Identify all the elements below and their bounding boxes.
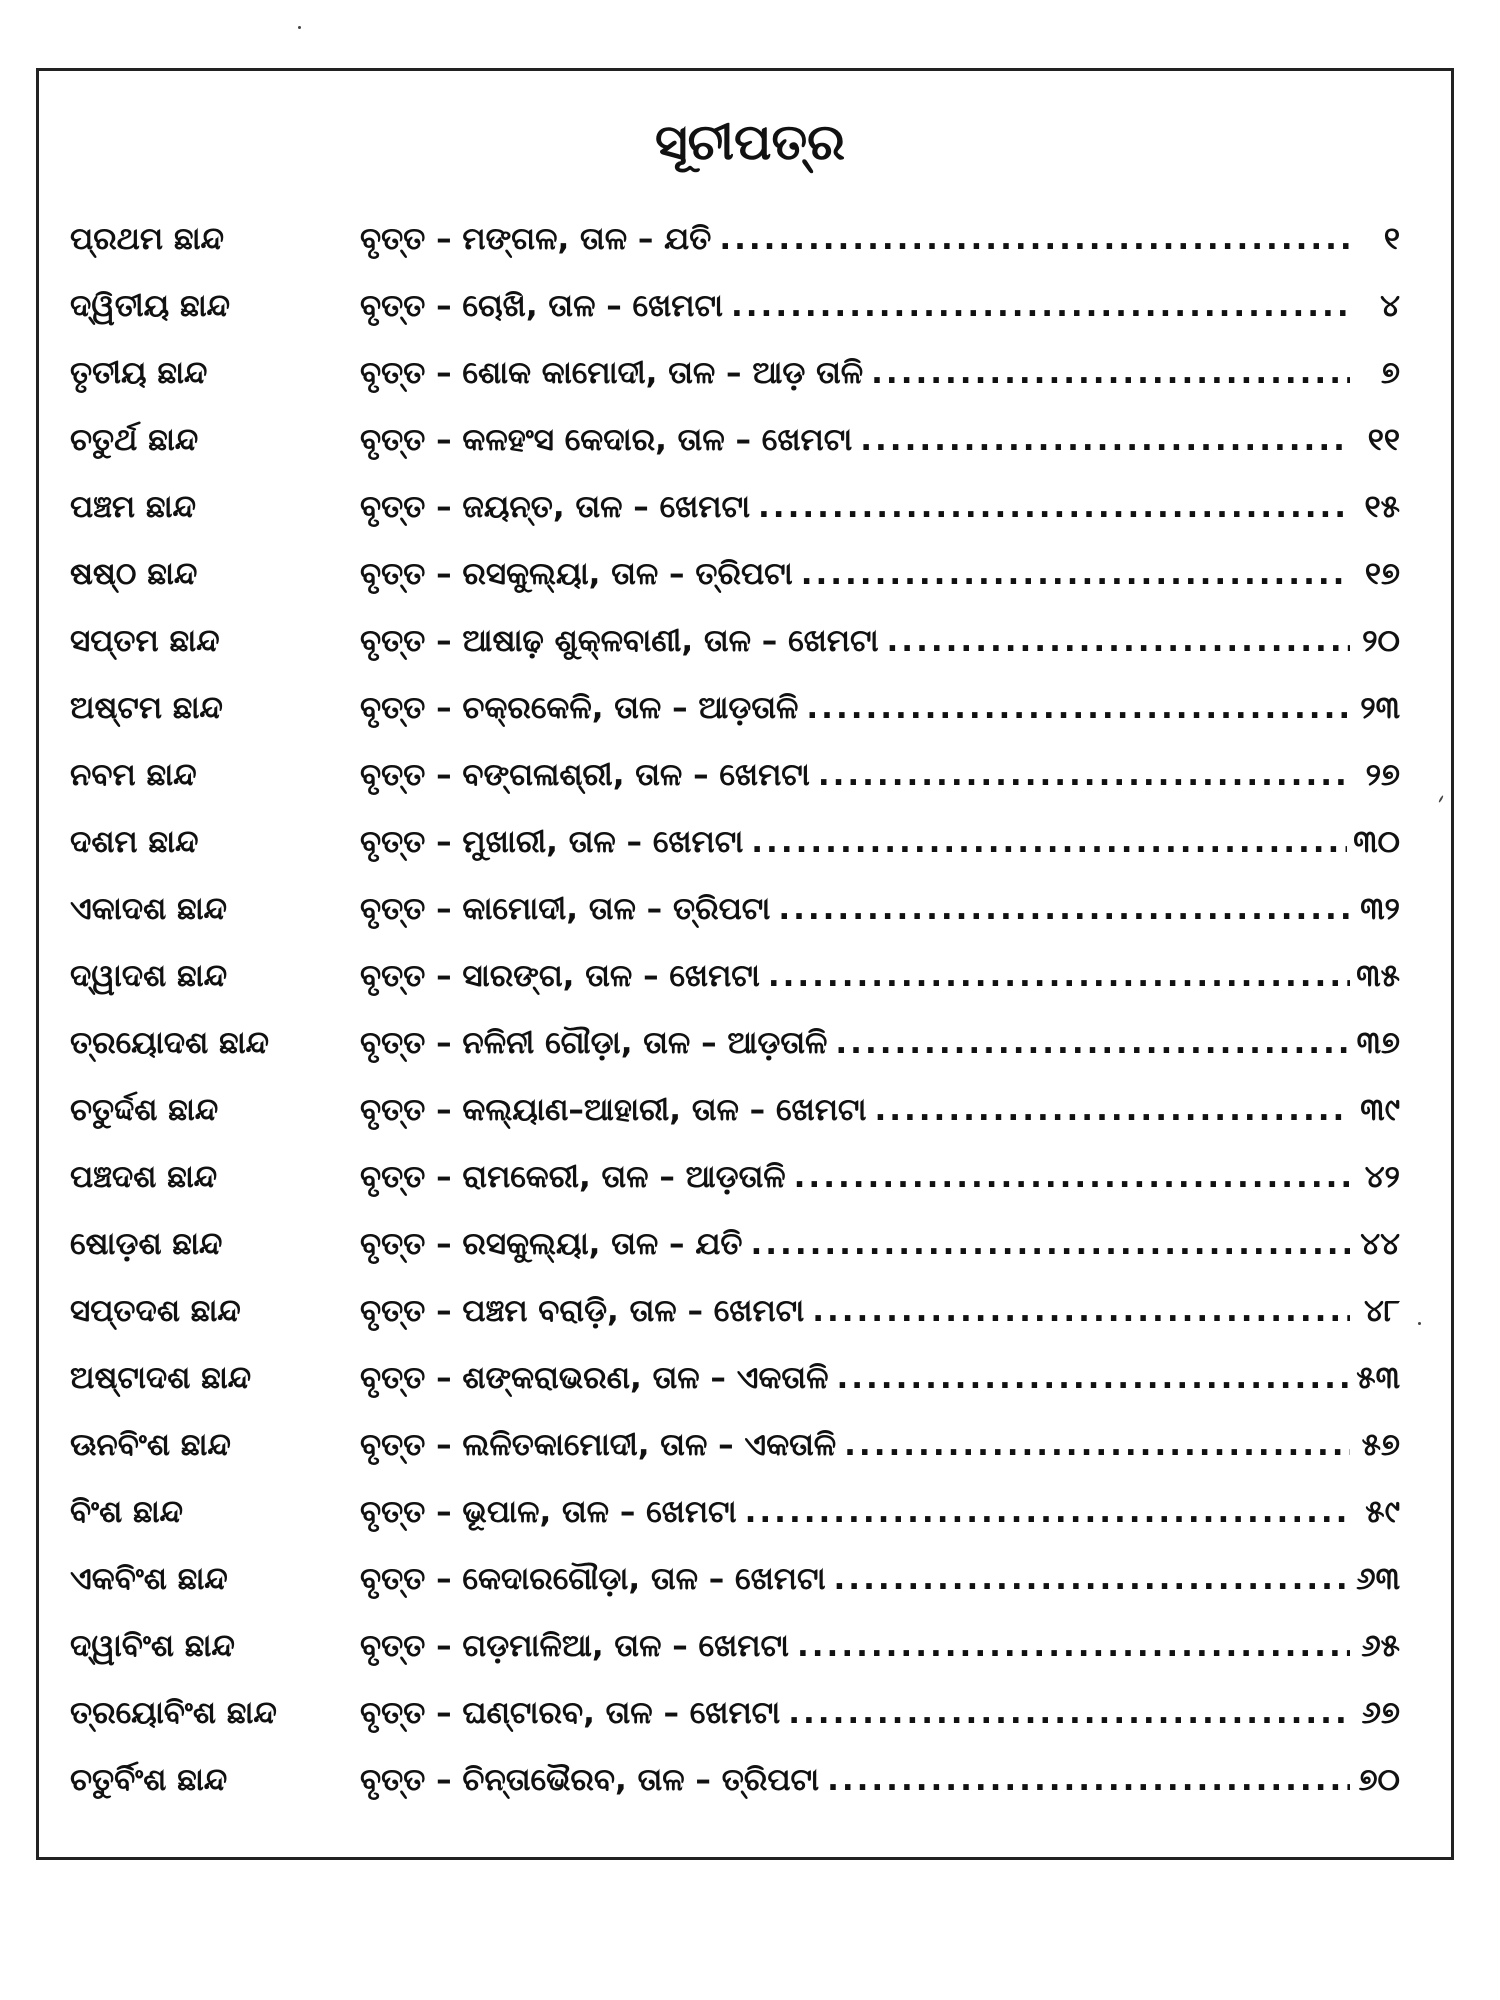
chapter-name: ପଞ୍ଚଦଶ ଛାନ୍ଦ	[70, 1158, 218, 1195]
toc-entry	[70, 1545, 1400, 1612]
entry-line	[360, 1157, 1400, 1197]
page-number: ୪୨	[1364, 1158, 1400, 1195]
dot-leader	[836, 1358, 1350, 1398]
raga-tala-detail: ବୃତ୍ତ – ଲଳିତକାମୋଦୀ, ତାଳ – ଏକତାଳି	[360, 1426, 837, 1463]
raga-tala-detail: ବୃତ୍ତ – କାମୋଦୀ, ତାଳ – ତ୍ରିପଟା	[360, 890, 771, 927]
chapter-name: ଚତୁର୍ଥ ଛାନ୍ଦ	[70, 421, 199, 458]
raga-tala-detail: ବୃତ୍ତ – ମୁଖାରୀ, ତାଳ – ଖେମଟା	[360, 823, 744, 860]
page-number: ୩୨	[1360, 890, 1400, 927]
dot-leader	[745, 1492, 1350, 1532]
entry-line	[360, 1224, 1400, 1264]
chapter-name: ଚତୁର୍ଦ୍ଦଶ ଛାନ୍ଦ	[70, 1091, 219, 1128]
entry-line	[360, 621, 1400, 661]
dot-leader	[835, 1023, 1350, 1063]
entry-line	[360, 1090, 1400, 1130]
chapter-name: ଷଷ୍ଠ ଛାନ୍ଦ	[70, 555, 198, 592]
entry-line	[360, 1760, 1400, 1800]
toc-entry	[70, 1210, 1400, 1277]
entry-line	[360, 1626, 1400, 1666]
raga-tala-detail: ବୃତ୍ତ – ଜୟନ୍ତ, ତାଳ – ଖେମଟା	[360, 488, 751, 525]
chapter-name: ତୃତୀୟ ଛାନ୍ଦ	[70, 354, 208, 391]
scan-speck	[1418, 1322, 1421, 1325]
chapter-name: ନବମ ଛାନ୍ଦ	[70, 756, 197, 793]
page-number: ୨୭	[1365, 756, 1400, 793]
raga-tala-detail: ବୃତ୍ତ – ଶଙ୍କରାଭରଣ, ତାଳ – ଏକତାଳି	[360, 1359, 829, 1396]
dot-leader	[887, 621, 1350, 661]
dot-leader	[731, 286, 1350, 326]
raga-tala-detail: ବୃତ୍ତ – ମଙ୍ଗଳ, ତାଳ – ଯତି	[360, 220, 712, 257]
page-number: ୧	[1383, 220, 1400, 257]
page-number: ୬୫	[1361, 1627, 1400, 1664]
entry-line	[360, 286, 1400, 326]
toc-entry	[70, 406, 1400, 473]
page-number: ୨୩	[1360, 689, 1400, 726]
chapter-name: ଏକବିଂଶ ଛାନ୍ଦ	[70, 1560, 228, 1597]
toc-entry	[70, 607, 1400, 674]
dot-leader	[871, 353, 1350, 393]
page-title: ସୂଚୀପତ୍ର	[655, 113, 845, 171]
page-number: ୭	[1381, 354, 1400, 391]
dot-leader	[719, 219, 1350, 259]
page-number: ୩୭	[1356, 1024, 1400, 1061]
dot-leader	[874, 1090, 1350, 1130]
dot-leader	[788, 1693, 1350, 1733]
toc-entry	[70, 473, 1400, 540]
page-number: ୪୮	[1363, 1292, 1400, 1329]
chapter-name: ଚତୁର୍ବିଂଶ ଛାନ୍ଦ	[70, 1761, 228, 1798]
raga-tala-detail: ବୃତ୍ତ – ବଙ୍ଗଳାଶ୍ରୀ, ତାଳ – ଖେମଟା	[360, 756, 810, 793]
entry-line	[360, 956, 1400, 996]
raga-tala-detail: ବୃତ୍ତ – ଭୂପାଳ, ତାଳ – ଖେମଟା	[360, 1493, 737, 1530]
raga-tala-detail: ବୃତ୍ତ – ଶୋକ କାମୋଦୀ, ତାଳ – ଆଡ଼ ତାଳି	[360, 354, 864, 391]
toc-entry	[70, 540, 1400, 607]
dot-leader	[806, 688, 1350, 728]
toc-entry	[70, 1143, 1400, 1210]
entry-line	[360, 353, 1400, 393]
chapter-name: ପ୍ରଥମ ଛାନ୍ଦ	[70, 220, 224, 257]
toc-entry	[70, 1679, 1400, 1746]
entry-line	[360, 420, 1400, 460]
entry-line	[360, 1492, 1400, 1532]
entry-line	[360, 755, 1400, 795]
entry-line	[360, 889, 1400, 929]
entry-line	[360, 554, 1400, 594]
chapter-name: ସପ୍ତଦଶ ଛାନ୍ଦ	[70, 1292, 241, 1329]
toc-entry	[70, 1009, 1400, 1076]
page-number: ୨୦	[1362, 622, 1400, 659]
page-number: ୧୧	[1367, 421, 1400, 458]
toc-entry	[70, 1478, 1400, 1545]
entry-line	[360, 1291, 1400, 1331]
toc-entry	[70, 1277, 1400, 1344]
page-number: ୧୫	[1364, 488, 1400, 525]
dot-leader	[751, 822, 1347, 862]
raga-tala-detail: ବୃତ୍ତ – ଘଣ୍ଟାରବ, ତାଳ – ଖେମଟା	[360, 1694, 781, 1731]
toc-entry	[70, 1612, 1400, 1679]
raga-tala-detail: ବୃତ୍ତ – ସାରଙ୍ଗ, ତାଳ – ଖେମଟା	[360, 957, 760, 994]
page-number: ୭୦	[1358, 1761, 1400, 1798]
page-number: ୪୪	[1360, 1225, 1400, 1262]
dot-leader	[844, 1425, 1350, 1465]
entry-line	[360, 1559, 1400, 1599]
raga-tala-detail: ବୃତ୍ତ – କଲ୍ୟାଣ–ଆହାରୀ, ତାଳ – ଖେମଟା	[360, 1091, 867, 1128]
entry-line	[360, 688, 1400, 728]
chapter-name: ତ୍ରୟୋଦଶ ଛାନ୍ଦ	[70, 1024, 270, 1061]
chapter-name: ଦଶମ ଛାନ୍ଦ	[70, 823, 199, 860]
chapter-name: ଦ୍ୱାବିଂଶ ଛାନ୍ଦ	[70, 1627, 235, 1664]
toc-entry	[70, 339, 1400, 406]
chapter-name: ବିଂଶ ଛାନ୍ଦ	[70, 1493, 184, 1530]
chapter-name: ଊନବିଂଶ ଛାନ୍ଦ	[70, 1426, 231, 1463]
raga-tala-detail: ବୃତ୍ତ – ଚୋଖି, ତାଳ – ଖେମଟା	[360, 287, 723, 324]
scan-speck	[298, 26, 301, 29]
dot-leader	[794, 1157, 1350, 1197]
raga-tala-detail: ବୃତ୍ତ – ରସକୁଲ୍ୟା, ତାଳ – ତ୍ରିପଟା	[360, 555, 793, 592]
chapter-name: ପଞ୍ଚମ ଛାନ୍ଦ	[70, 488, 196, 525]
toc-entry	[70, 875, 1400, 942]
dot-leader	[778, 889, 1350, 929]
toc-entry	[70, 1746, 1400, 1813]
page-number: ୫୭	[1361, 1426, 1400, 1463]
raga-tala-detail: ବୃତ୍ତ – ଚକ୍ରକେଳି, ତାଳ – ଆଡ଼ତାଳି	[360, 689, 799, 726]
raga-tala-detail: ବୃତ୍ତ – କେଦାରଗୌଡ଼ା, ତାଳ – ଖେମଟା	[360, 1560, 826, 1597]
dot-leader	[818, 755, 1350, 795]
chapter-name: ଦ୍ୱାଦଶ ଛାନ୍ଦ	[70, 957, 228, 994]
entry-line	[360, 1358, 1400, 1398]
dot-leader	[860, 420, 1350, 460]
toc-entry	[70, 1411, 1400, 1478]
dot-leader	[751, 1224, 1351, 1264]
dot-leader	[827, 1760, 1350, 1800]
dot-leader	[834, 1559, 1350, 1599]
toc-entry	[70, 741, 1400, 808]
dot-leader	[797, 1626, 1350, 1666]
dot-leader	[768, 956, 1350, 996]
entry-line	[360, 1425, 1400, 1465]
entry-line	[360, 487, 1400, 527]
page-number: ୫୩	[1356, 1359, 1400, 1396]
page-number: ୫୯	[1365, 1493, 1400, 1530]
page-number: ୩୯	[1360, 1091, 1400, 1128]
page-number: ୬୭	[1361, 1694, 1400, 1731]
chapter-name: ସପ୍ତମ ଛାନ୍ଦ	[70, 622, 220, 659]
table-of-contents	[70, 205, 1400, 1813]
page-number: ୬୩	[1356, 1560, 1400, 1597]
raga-tala-detail: ବୃତ୍ତ – ଆଷାଢ଼ ଶୁକ୍ଳବାଣୀ, ତାଳ – ଖେମଟା	[360, 622, 879, 659]
dot-leader	[812, 1291, 1350, 1331]
page-number: ୪	[1380, 287, 1400, 324]
page-number: ୩୦	[1353, 823, 1400, 860]
page-number: ୩୫	[1356, 957, 1400, 994]
dot-leader	[801, 554, 1350, 594]
raga-tala-detail: ବୃତ୍ତ – ପଞ୍ଚମ ବରାଡ଼ି, ତାଳ – ଖେମଟା	[360, 1292, 805, 1329]
raga-tala-detail: ବୃତ୍ତ – ରାମକେରୀ, ତାଳ – ଆଡ଼ତାଳି	[360, 1158, 786, 1195]
entry-line	[360, 822, 1400, 862]
entry-line	[360, 1023, 1400, 1063]
toc-entry	[70, 808, 1400, 875]
raga-tala-detail: ବୃତ୍ତ – ନଳିନୀ ଗୌଡ଼ା, ତାଳ – ଆଡ଼ତାଳି	[360, 1024, 828, 1061]
page-number: ୧୭	[1364, 555, 1400, 592]
toc-entry	[70, 1076, 1400, 1143]
raga-tala-detail: ବୃତ୍ତ – ଚିନ୍ତାଭୈରବ, ତାଳ – ତ୍ରିପଟା	[360, 1761, 820, 1798]
raga-tala-detail: ବୃତ୍ତ – ଗଡ଼ମାଳିଆ, ତାଳ – ଖେମଟା	[360, 1627, 789, 1664]
chapter-name: ଅଷ୍ଟାଦଶ ଛାନ୍ଦ	[70, 1359, 252, 1396]
entry-line	[360, 219, 1400, 259]
toc-entry	[70, 272, 1400, 339]
toc-entry	[70, 205, 1400, 272]
raga-tala-detail: ବୃତ୍ତ – କଳହଂସ କେଦାର, ତାଳ – ଖେମଟା	[360, 421, 853, 458]
raga-tala-detail: ବୃତ୍ତ – ରସକୁଲ୍ୟା, ତାଳ – ଯତି	[360, 1225, 743, 1262]
dot-leader	[758, 487, 1350, 527]
toc-entry	[70, 942, 1400, 1009]
chapter-name: ଅଷ୍ଟମ ଛାନ୍ଦ	[70, 689, 223, 726]
toc-entry	[70, 674, 1400, 741]
entry-line	[360, 1693, 1400, 1733]
chapter-name: ଏକାଦଶ ଛାନ୍ଦ	[70, 890, 228, 927]
chapter-name: ଷୋଡ଼ଶ ଛାନ୍ଦ	[70, 1225, 223, 1262]
chapter-name: ଦ୍ୱିତୀୟ ଛାନ୍ଦ	[70, 287, 231, 324]
chapter-name: ତ୍ରୟୋବିଂଶ ଛାନ୍ଦ	[70, 1694, 277, 1731]
toc-entry	[70, 1344, 1400, 1411]
